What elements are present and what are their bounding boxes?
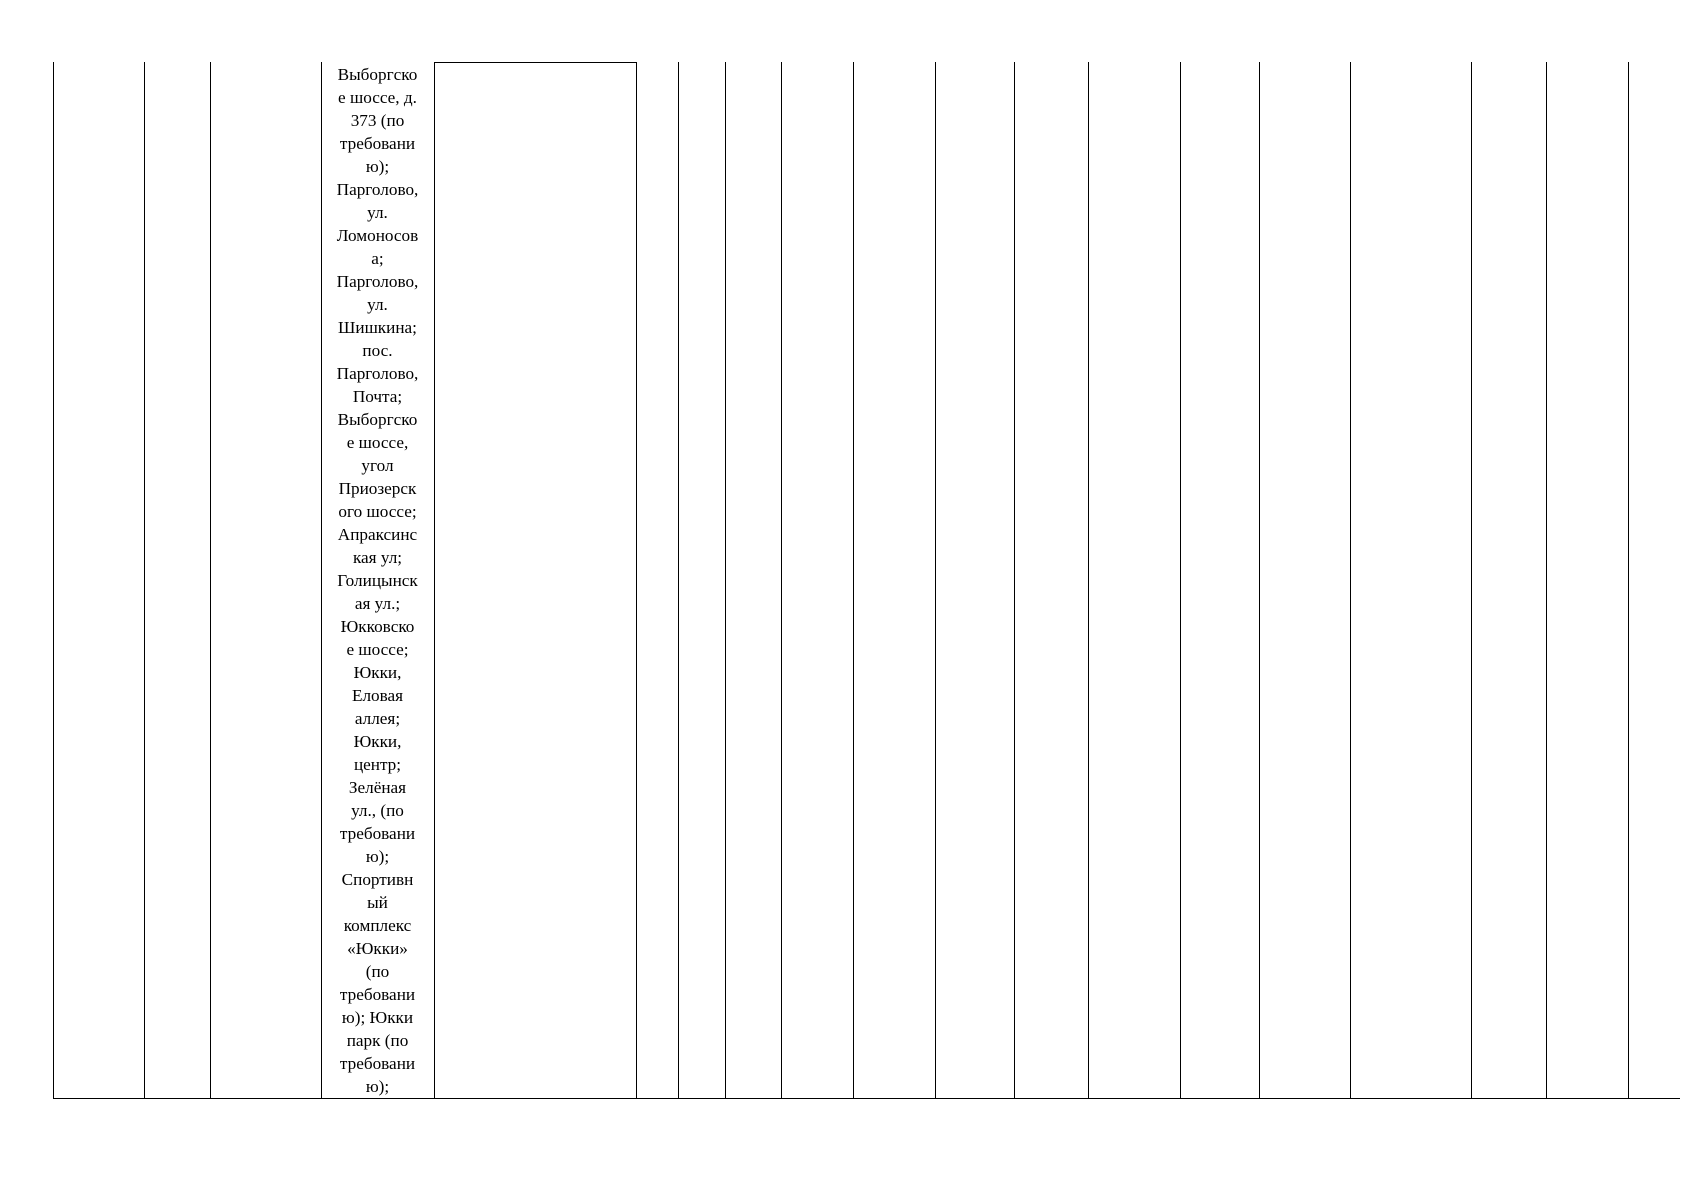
stop-line: е шоссе; bbox=[346, 640, 409, 659]
stop-line: ый bbox=[367, 893, 388, 912]
empty-cell-top-border bbox=[434, 62, 636, 63]
column-border bbox=[1471, 62, 1472, 1098]
column-border bbox=[1259, 62, 1260, 1098]
stop-line: ого шоссе; bbox=[338, 502, 417, 521]
stop-line: Парголово, bbox=[336, 272, 419, 291]
stop-line: ул., (по bbox=[351, 801, 404, 820]
stop-line: требовани bbox=[339, 134, 416, 153]
stop-line: ул. bbox=[367, 295, 388, 314]
stop-line: Приозерск bbox=[338, 479, 417, 498]
stop-line: Почта; bbox=[352, 387, 403, 406]
column-border bbox=[636, 62, 637, 1098]
column-border bbox=[1546, 62, 1547, 1098]
stop-line: Юкки, bbox=[353, 663, 402, 682]
column-border bbox=[53, 62, 54, 1098]
stop-line: 373 (по bbox=[350, 111, 405, 130]
stop-line: требовани bbox=[339, 985, 416, 1004]
column-border bbox=[853, 62, 854, 1098]
stop-line: е шоссе, д. bbox=[338, 88, 417, 107]
column-border bbox=[1014, 62, 1015, 1098]
stop-line: ю); bbox=[365, 157, 390, 176]
stop-line: а; bbox=[371, 249, 384, 268]
stop-line: Выборгско bbox=[337, 65, 418, 84]
stop-line: угол bbox=[361, 456, 394, 475]
stop-line: ю); bbox=[365, 1077, 390, 1096]
stop-line: аллея; bbox=[354, 709, 401, 728]
stop-line: Шишкина; bbox=[338, 318, 417, 337]
column-border bbox=[1628, 62, 1629, 1098]
stop-line: парк (по bbox=[346, 1031, 409, 1050]
route-table bbox=[53, 62, 1680, 1099]
stop-line: ул. bbox=[367, 203, 388, 222]
stop-line: Голицынск bbox=[337, 571, 418, 590]
stop-line: Юкковско bbox=[340, 617, 415, 636]
column-border bbox=[781, 62, 782, 1098]
column-border bbox=[725, 62, 726, 1098]
stop-line: Юкки, bbox=[353, 732, 402, 751]
column-border bbox=[210, 62, 211, 1098]
stop-line: Апраксинс bbox=[337, 525, 418, 544]
stop-line: (по bbox=[365, 962, 390, 981]
stop-line: Выборгско bbox=[337, 410, 418, 429]
stop-line: требовани bbox=[339, 824, 416, 843]
stop-line: кая ул; bbox=[352, 548, 403, 567]
stop-line: Парголово, bbox=[336, 180, 419, 199]
stop-line: ая ул.; bbox=[354, 594, 401, 613]
column-border bbox=[434, 62, 435, 1098]
route-stops-cell bbox=[321, 62, 434, 1098]
stop-line: Еловая bbox=[351, 686, 404, 705]
column-border bbox=[1088, 62, 1089, 1098]
column-border bbox=[678, 62, 679, 1098]
stop-line: ю); bbox=[365, 847, 390, 866]
stop-line: центр; bbox=[353, 755, 402, 774]
stop-line: «Юкки» bbox=[347, 939, 408, 958]
stop-line: ю); Юкки bbox=[341, 1008, 414, 1027]
stop-line: комплекс bbox=[343, 916, 412, 935]
stop-line: требовани bbox=[339, 1054, 416, 1073]
stop-line: Ломоносов bbox=[336, 226, 419, 245]
stop-line: Парголово, bbox=[336, 364, 419, 383]
stop-line: пос. bbox=[362, 341, 393, 360]
column-border bbox=[144, 62, 145, 1098]
column-border bbox=[935, 62, 936, 1098]
column-border bbox=[1180, 62, 1181, 1098]
column-border bbox=[1350, 62, 1351, 1098]
stop-line: е шоссе, bbox=[346, 433, 409, 452]
stop-line: Зелёная bbox=[348, 778, 407, 797]
stop-line: Спортивн bbox=[341, 870, 414, 889]
